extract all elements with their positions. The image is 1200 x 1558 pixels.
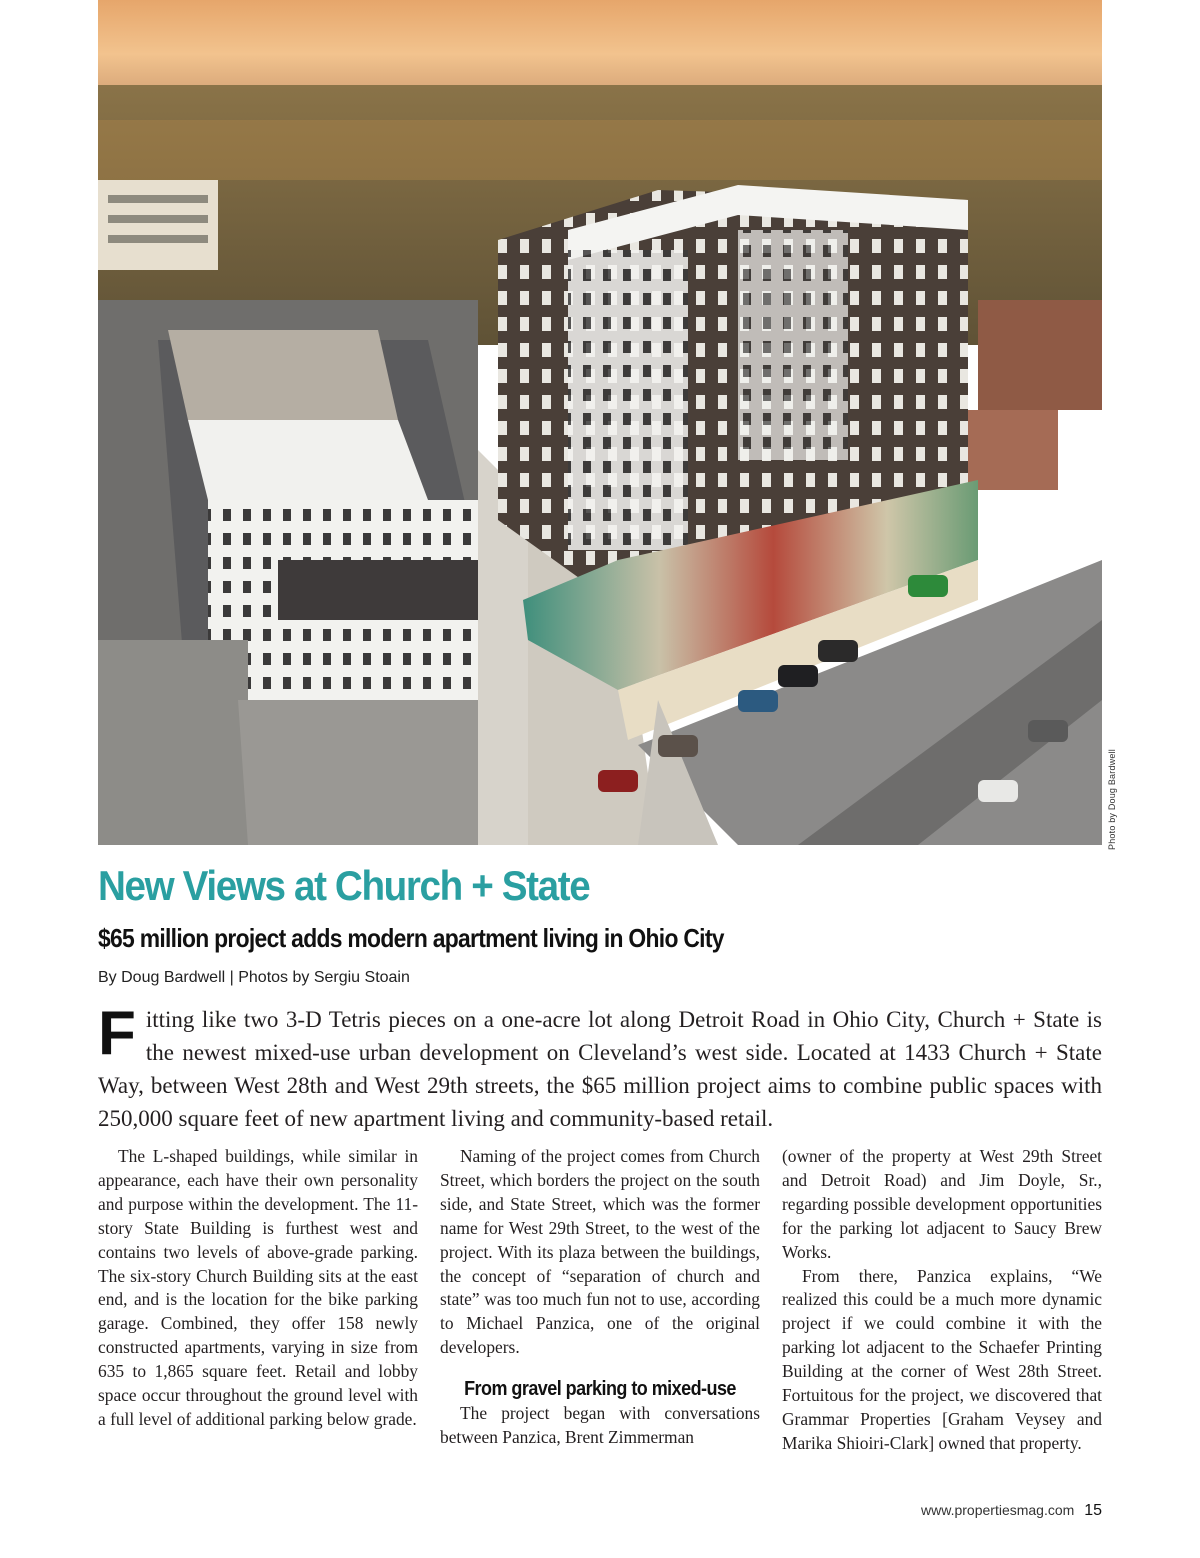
body-paragraph: The L-shaped buildings, while similar in appearance, each have their own personality and purpose within the development. The 11-story State Building is furthest west and contains two levels of above-grade parking. The six-story Church Building sits at the east end, and is the location for the bike parking garage. Combined, they offer 158 newly constructed apartments, varying in size from 635 to 1,865 square feet. Retail and lobby space occur throughout the ground level with a full level of additional parking below grade. [98, 1146, 418, 1429]
body-paragraph: (owner of the property at West 29th Street and Detroit Road) and Jim Doyle, Sr., regarding possible development opportunities for the parking lot adjacent to Saucy Brew Works. [782, 1146, 1102, 1262]
drop-cap: F [98, 999, 136, 1068]
byline: By Doug Bardwell | Photos by Sergiu Stoain [98, 969, 410, 986]
body-paragraph: The project began with conversations between Panzica, Brent Zimmerman [440, 1403, 760, 1448]
body-paragraph: Naming of the project comes from Church Street, which borders the project on the south side, and State Street, which was the former name for West 29th Street, to the west of the project. With its plaza between the buildings, the concept of “separation of church and state” was too much fun not to use, according to Michael Panzica, one of the original developers. [440, 1146, 760, 1358]
column-1 [98, 1145, 418, 1432]
photo-credit: Photo by Doug Bardwell [1107, 749, 1117, 850]
page-footer [921, 1502, 1102, 1520]
section-subhead: From gravel parking to mixed-use [464, 1378, 736, 1401]
body-paragraph: From there, Panzica explains, “We realized this could be a much more dynamic project if we could combine it with the parking lot adjacent to the Schaefer Printing Building at the corner of West 28th Street. Fortuitous for the project, we discovered that Grammar Properties [Graham Veysey and Marika Shioiri-Clark] owned that property. [782, 1265, 1102, 1453]
aerial-photo-icon [98, 0, 1102, 845]
website-link[interactable]: www.propertiesmag.com [921, 1502, 1075, 1518]
aerial-photo [98, 0, 1102, 845]
column-2 [440, 1145, 760, 1450]
lead-text: itting like two 3-D Tetris pieces on a one-acre lot along Detroit Road in Ohio City, Church + State is the newest mixed-use urban development on Cleveland’s west side. Located at 1433 Church + State Way, between West 28th and West 29th streets, the $65 million project aims to combine public spaces with 250,000 square feet of new apartment living and community-based retail. [98, 1007, 1102, 1131]
lead-paragraph [98, 999, 1102, 1135]
column-3 [782, 1145, 1102, 1456]
article-title: New Views at Church + State [98, 862, 590, 909]
page-number: 15 [1084, 1502, 1102, 1519]
article-subtitle: $65 million project adds modern apartment living in Ohio City [98, 923, 724, 953]
